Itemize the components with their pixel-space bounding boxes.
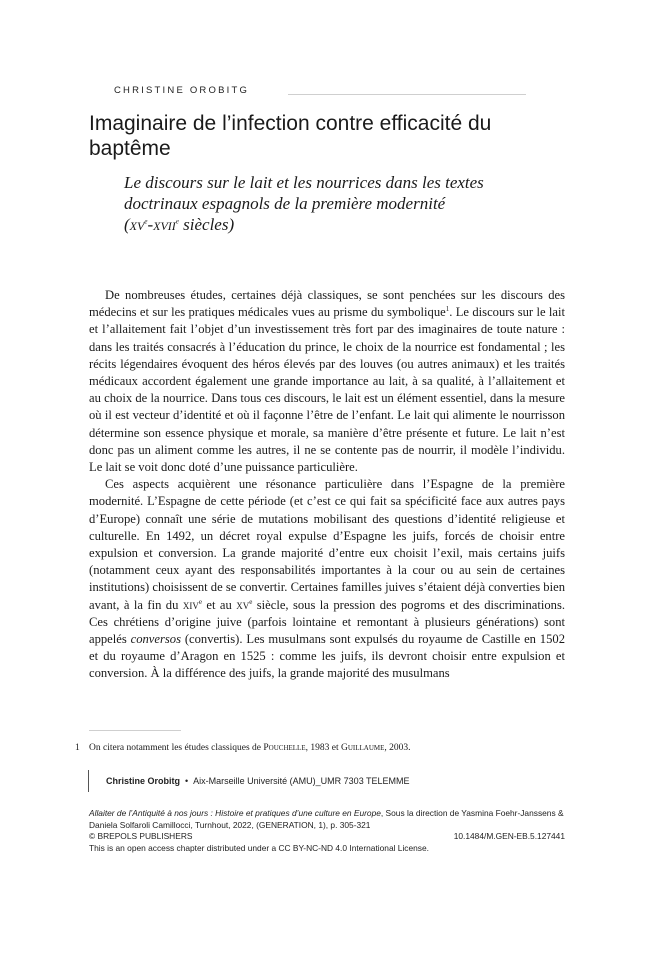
publisher: © BREPOLS PUBLISHERS: [89, 831, 193, 842]
bullet-separator: •: [185, 776, 189, 786]
cited-author-guillaume: Guillaume: [340, 743, 385, 753]
century-xvii: xvii: [153, 215, 176, 234]
citation: Allaiter de l’Antiquité à nos jours : Histoire et pratiques d’une culture en Europe, Sous la direction de Yasmina Foehr-Janssens & Daniela Solfaroli Camillocci, Turnhout, 2022, (GENERATION, 1), p. 305-321: [89, 808, 564, 830]
author-name: Christine Orobitg: [106, 776, 180, 786]
footnote-ref-1[interactable]: 1: [445, 305, 450, 314]
footnote-rule: [89, 730, 181, 731]
footnote-number: 1: [75, 743, 80, 753]
subtitle-line-3: ($xv^e-xvii^e$ siècles): [124, 215, 235, 234]
subtitle-line-2: doctrinaux espagnols de la première modernité: [124, 194, 446, 213]
publication-info: [89, 808, 565, 854]
paragraph-2: Ces aspects acquièrent une résonance particulière dans l’Espagne de la première modernité. L’Espagne de cette période (et c’est ce qui fait sa spécificité face aux autres pays d’Europe) connaît une série de mutations mobilisant des questions d’identité religieuse et culturelle. En 1492, un décret royal expulse d’Espagne les juifs, forcés de choisir entre expulsion et conversion. La grande majorité d’entre eux choisit l’exil, mais certains juifs (notamment ceux ayant des responsabilités importantes à la cour ou au sein de certaines institutions) choisissent de se convertir. Certaines familles juives s’étaient déjà converties bien avant, à la fin du xiv$^e$ et au $xv^e$ siècle, sous la pression des pogroms et des discriminations. Ces chrétiens d’origine juive (parfois lointaine et remontant à plusieurs générations) sont appelés conversos (convertis). Les musulmans sont expulsés du royaume de Castille en 1502 et du royaume d’Aragon en 1525 : comme les juifs, ils devront choisir entre expulsion et conversion. À la différence des juifs, la grande majorité des musulmans: [89, 477, 565, 681]
publisher-row: [89, 831, 565, 843]
header-rule: [288, 94, 526, 95]
footnote-1: 1 On citera notamment les études classiques de Pouchelle, 1983 et Guillaume, 2003.: [75, 743, 411, 753]
term-conversos: conversos: [130, 632, 181, 647]
paragraph-1: De nombreuses études, certaines déjà classiques, se sont penchées sur les discours des médecins et sur les pratiques médicales vues au prisme du symbolique$^1$. Le discours sur le lait et l’allaitement fait l’objet d’un investissement très fort par des imaginaires de toute nature : dans les traités consacrés à l’éducation du prince, le choix de la nourrice est fondamental ; les récits légendaires évoquent des héros élevés par des louves (ou autres animaux) et les traités médicaux accordent également une grande importance au lait, à sa qualité, à l’allaitement et au choix de la nourrice. Dans tous ces discours, le lait est un élément essentiel, dans la mesure où il est vecteur d’identité et où il façonne l’être de l’enfant. Le lait qui alimente le nourrisson détermine son essence physique et morale, sa manière d’être présente et future. Le lait n’est donc pas un aliment comme les autres, il ne se contente pas de nourrir, il modèle l’individu. Le lait se voit donc doté d’une puissance particulière.: [89, 288, 565, 475]
running-head: CHRISTINE OROBITG: [114, 85, 250, 96]
book-title: Allaiter de l’Antiquité à nos jours : Histoire et pratiques d’une culture en Europe: [89, 808, 381, 818]
body-text: [89, 287, 565, 683]
doi[interactable]: 10.1484/M.GEN-EB.5.127441: [453, 831, 565, 842]
century-xv: xv: [129, 215, 145, 234]
license: This is an open access chapter distributed under a CC BY-NC-ND 4.0 International License.: [89, 842, 429, 853]
cited-author-pouchelle: Pouchelle: [263, 743, 306, 753]
affiliation: Aix-Marseille Université (AMU)_UMR 7303 TELEMME: [193, 776, 410, 786]
author-affiliation: [88, 770, 410, 792]
chapter-subtitle: [124, 172, 544, 235]
chapter-title: Imaginaire de l’infection contre efficacité du baptême: [89, 112, 492, 160]
subtitle-line-1: Le discours sur le lait et les nourrices dans les textes: [124, 173, 484, 192]
